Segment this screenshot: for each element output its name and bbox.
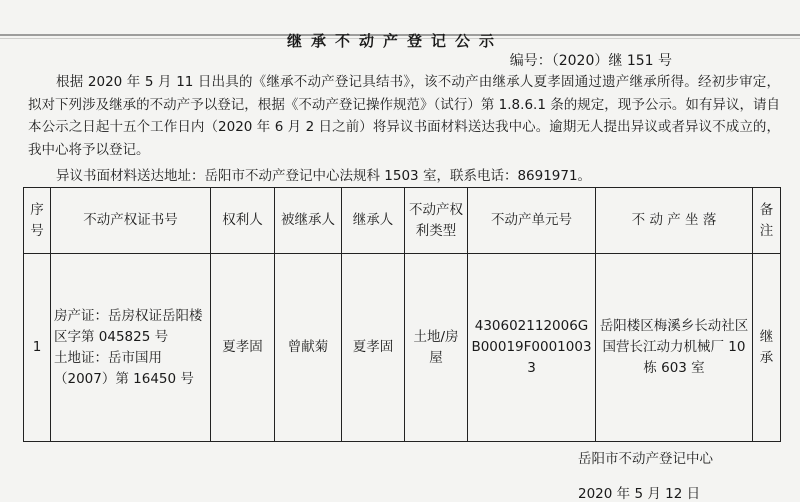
notice-paragraph: 根据 2020 年 5 月 11 日出具的《继承不动产登记具结书》，该不动产由继承人夏孝固通过遗产继承所得。经初步审定， 拟对下列涉及继承的不动产予以登记，根据《不动产登记操作规范》（试行）第 1.8.6.1 条的规定，现予公示。如有异议，请自本公示之日起十五个工作日内（2020 年 6 月 2 日之前）将异议书面材料送达我中心。逾期无人提出异议或者异议不成立的，我中心将予以登记。 (28, 74, 780, 158)
table-header-row (24, 188, 781, 254)
header-heir: 继承人 (342, 188, 405, 254)
issue-date: 2020 年 5 月 12 日 (578, 486, 701, 502)
document-number: 编号：（2020）继 151 号 (509, 53, 672, 69)
header-deceased: 被继承人 (275, 188, 342, 254)
header-certificate-no: 不动产权证书号 (51, 188, 211, 254)
cell-certificate-no (51, 254, 211, 442)
cell-remark: 继承 (753, 254, 781, 442)
header-owner: 权利人 (211, 188, 275, 254)
notice-title: 继承不动产登记公示 (286, 32, 503, 50)
cell-owner: 夏孝固 (211, 254, 275, 442)
header-unit-no: 不动产单元号 (468, 188, 596, 254)
header-remark: 备注 (753, 188, 781, 254)
cell-right-type: 土地/房屋 (405, 254, 468, 442)
cell-heir: 夏孝固 (342, 254, 405, 442)
cell-location: 岳阳楼区梅溪乡长动社区国营长江动力机械厂 10 栋 603 室 (596, 254, 753, 442)
house-certificate: 房产证：岳房权证岳阳楼区字第 045825 号 (54, 307, 203, 345)
issuer-signature: 岳阳市不动产登记中心 (578, 451, 713, 467)
header-serial: 序号 (24, 188, 51, 254)
cell-serial: 1 (24, 254, 51, 442)
registration-table (23, 187, 781, 442)
cell-unit-no: 430602112006GB00019F00010033 (468, 254, 596, 442)
objection-address: 异议书面材料送达地址：岳阳市不动产登记中心法规科 1503 室，联系电话：8691971。 (56, 168, 592, 184)
land-certificate: 土地证：岳市国用（2007）第 16450 号 (54, 349, 194, 387)
header-right-type: 不动产权利类型 (405, 188, 468, 254)
header-location: 不 动 产 坐 落 (596, 188, 753, 254)
cell-deceased: 曾献菊 (275, 254, 342, 442)
table-row (24, 254, 781, 442)
